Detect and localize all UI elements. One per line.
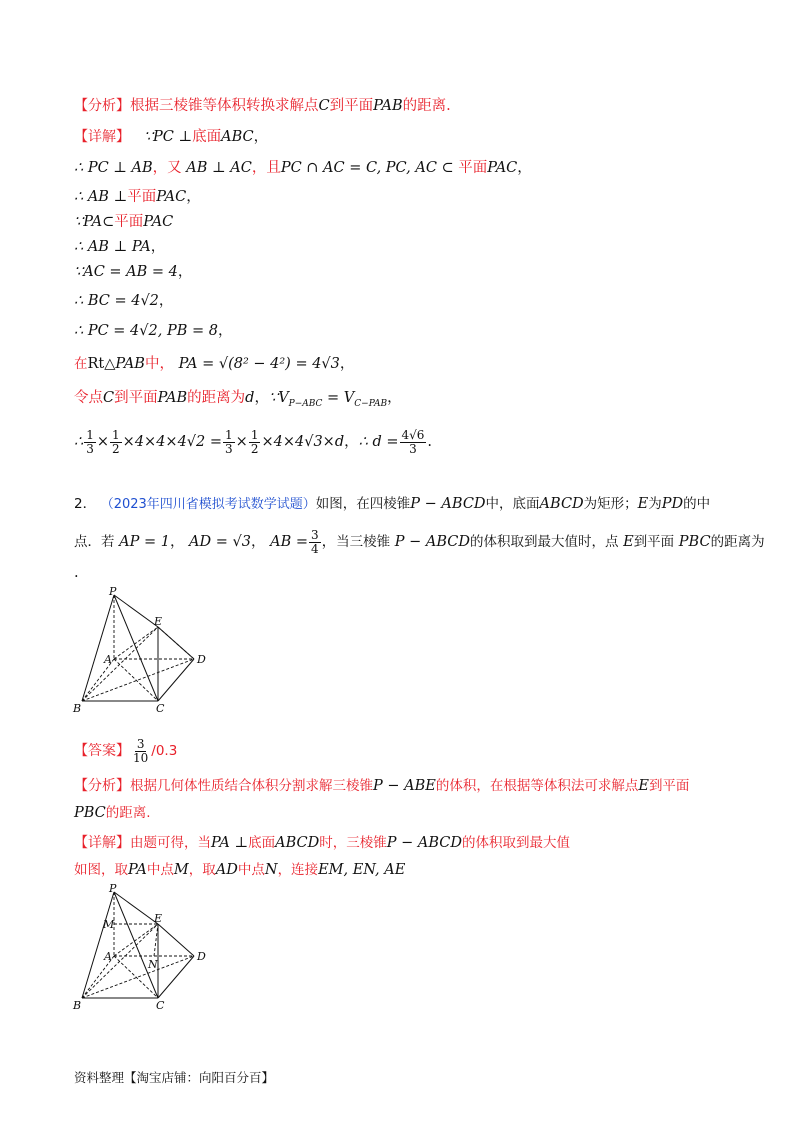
fig2-label-M: M: [103, 918, 115, 931]
fig2-label-C: C: [156, 999, 165, 1012]
p2-detail-line-2: 如图，取PA中点M，取AD中点N，连接EM, EN, AE: [74, 862, 406, 878]
p1-detail-line-4: ∴ AB ⊥ PA，: [74, 239, 166, 255]
p1-detail-line-9: 令点C到平面PAB的距离为d，$\because V_{P-ABC} = V_{C-PAB}$，: [74, 390, 402, 409]
pyramid-figure-1: [70, 585, 220, 717]
p2-analysis-line-1: 【分析】根据几何体性质结合体积分割求解三棱锥P − ABE的体积，在根据等体积法可求解点E到平面: [74, 778, 690, 794]
p1-detail-line-6: ∴ BC = 4√2，: [74, 293, 174, 309]
p1-detail-line-0: 【详解】 ∵PC ⊥底面ABC，: [74, 129, 269, 145]
p2-detail-line-1: 【详解】由题可得，当PA ⊥底面ABCD时，三棱锥P − ABCD的体积取到最大值: [74, 835, 571, 851]
fig2-label-E: E: [154, 912, 163, 925]
fig1-label-D: D: [197, 653, 206, 666]
fig1-label-B: B: [73, 702, 82, 715]
fig2-label-N: N: [148, 958, 158, 971]
fig2-label-D: D: [197, 950, 206, 963]
p2-stem-line-1: 2． （2023年四川省模拟考试数学试题）如图，在四棱锥P − ABCD中，底面ABCD为矩形；E为PD的中: [74, 496, 711, 512]
p2-answer: 【答案】 $\frac{3}{10}$ /0.3: [74, 736, 178, 765]
p1-detail-line-7: ∴ PC = 4√2, PB = 8，: [74, 323, 233, 339]
p1-analysis: 【分析】根据三棱锥等体积转换求解点C到平面PAB的距离.: [74, 98, 451, 114]
p1-detail-line-3: ∵PA⊂平面PAC: [74, 214, 174, 230]
fig2-label-A: A: [104, 950, 112, 963]
p1-detail-line-5: ∵AC = AB = 4，: [74, 264, 193, 280]
fig1-label-A: A: [104, 653, 112, 666]
fig1-label-P: P: [109, 585, 117, 598]
p1-detail-line-10: ∴ $\frac{1}{3}$ × $\frac{1}{2}$ ×4×4×4√2 = $\frac{1}{3}$ × $\frac{1}{2}$ ×4×4√3×d ， ∴ d = $\frac{4√6}{3}$ .: [74, 427, 433, 456]
fig2-label-P: P: [109, 882, 117, 895]
fig2-label-B: B: [73, 999, 82, 1012]
p1-detail-line-1: ∴ PC ⊥ AB，又 AB ⊥ AC，且PC ∩ AC = C, PC, AC ⊂ 平面PAC，: [74, 160, 532, 176]
fig1-label-C: C: [156, 702, 165, 715]
p2-stem-line-2: 点．若 AP = 1 ， AD = √3 ， AB = $\frac{3}{4}$ ， 当三棱锥 P − ABCD 的体积取到最大值时，点 E 到平面 PBC 的距离为: [74, 527, 765, 556]
footer-source-note: 资料整理【淘宝店铺：向阳百分百】: [74, 1070, 275, 1085]
fig1-label-E: E: [154, 615, 163, 628]
p2-analysis-line-2: PBC的距离.: [74, 805, 151, 821]
p1-detail-line-8: 在Rt△PAB中， PA = √(8² − 4²) = 4√3，: [74, 356, 355, 372]
p2-stem-line-3: .: [74, 565, 79, 581]
pyramid-figure-2: [70, 882, 220, 1014]
p1-detail-line-2: ∴ AB ⊥平面PAC，: [74, 189, 201, 205]
